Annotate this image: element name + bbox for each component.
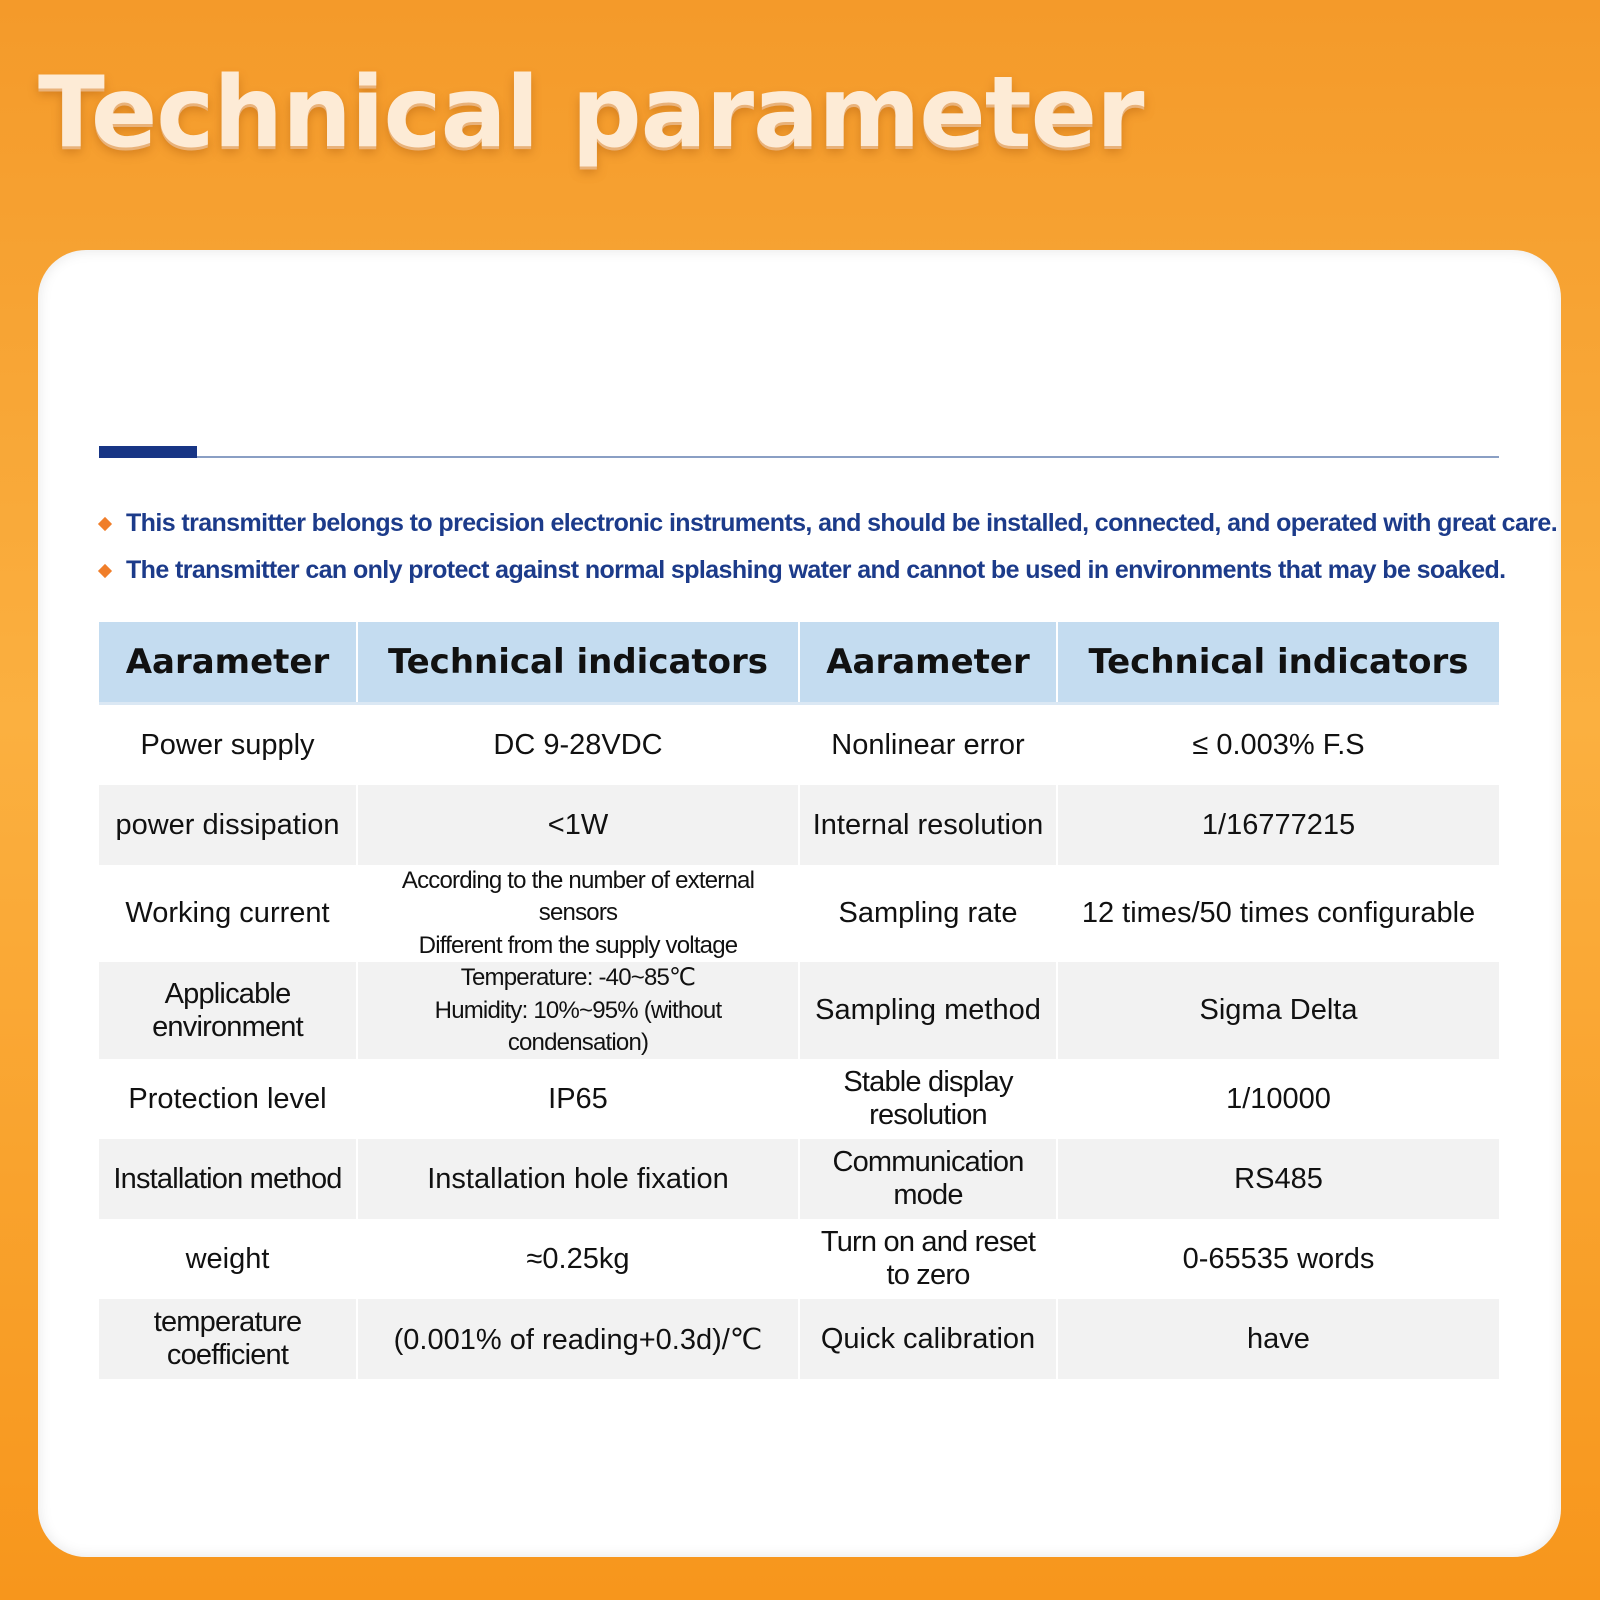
indicator-cell: RS485 bbox=[1057, 1139, 1499, 1219]
parameter-cell: Internal resolution bbox=[799, 785, 1057, 865]
parameter-cell: Protection level bbox=[99, 1059, 357, 1139]
parameter-cell: temperature coefficient bbox=[99, 1299, 357, 1379]
table-row bbox=[99, 962, 1499, 1059]
note-text: This transmitter belongs to precision electronic instruments, and should be installed, connected, and operated with great care. bbox=[126, 509, 1558, 537]
indicator-cell: DC 9-28VDC bbox=[357, 704, 799, 786]
parameters-table bbox=[99, 622, 1499, 1379]
parameter-cell: Power supply bbox=[99, 704, 357, 786]
parameter-cell: Installation method bbox=[99, 1139, 357, 1219]
table-row bbox=[99, 1059, 1499, 1139]
parameter-cell: Stable display resolution bbox=[799, 1059, 1057, 1139]
table-row bbox=[99, 704, 1499, 786]
parameter-cell: Applicable environment bbox=[99, 962, 357, 1059]
note-text: The transmitter can only protect against normal splashing water and cannot be used in environments that may be soaked. bbox=[126, 556, 1506, 584]
parameter-cell: Communication mode bbox=[799, 1139, 1057, 1219]
table-header-row bbox=[99, 622, 1499, 704]
diamond-bullet-icon bbox=[98, 516, 112, 530]
indicator-cell: 1/10000 bbox=[1057, 1059, 1499, 1139]
parameter-cell: Quick calibration bbox=[799, 1299, 1057, 1379]
indicator-cell: Sigma Delta bbox=[1057, 962, 1499, 1059]
indicator-cell: <1W bbox=[357, 785, 799, 865]
table-row bbox=[99, 1219, 1499, 1299]
table-row bbox=[99, 785, 1499, 865]
table-row bbox=[99, 865, 1499, 962]
indicator-cell: According to the number of external sensors Different from the supply voltage bbox=[357, 865, 799, 962]
parameter-cell: Sampling rate bbox=[799, 865, 1057, 962]
header-parameter: Aarameter bbox=[799, 622, 1057, 704]
note-item bbox=[96, 547, 1516, 594]
table-row bbox=[99, 1299, 1499, 1379]
indicator-cell: 0-65535 words bbox=[1057, 1219, 1499, 1299]
indicator-cell: IP65 bbox=[357, 1059, 799, 1139]
parameter-cell: weight bbox=[99, 1219, 357, 1299]
header-technical-indicators: Technical indicators bbox=[1057, 622, 1499, 704]
header-technical-indicators: Technical indicators bbox=[357, 622, 799, 704]
indicator-cell: ≈0.25kg bbox=[357, 1219, 799, 1299]
indicator-cell: (0.001% of reading+0.3d)/℃ bbox=[357, 1299, 799, 1379]
page-title: Technical parameter bbox=[38, 56, 1144, 170]
divider-accent bbox=[99, 446, 197, 458]
indicator-cell: Installation hole fixation bbox=[357, 1139, 799, 1219]
table-row bbox=[99, 1139, 1499, 1219]
diamond-bullet-icon bbox=[98, 563, 112, 577]
indicator-cell: have bbox=[1057, 1299, 1499, 1379]
divider-line bbox=[99, 456, 1499, 458]
indicator-cell: 12 times/50 times configurable bbox=[1057, 865, 1499, 962]
note-item bbox=[96, 500, 1558, 547]
header-parameter: Aarameter bbox=[99, 622, 357, 704]
indicator-cell: Temperature: -40~85℃ Humidity: 10%~95% (without condensation) bbox=[357, 962, 799, 1059]
indicator-cell: 1/16777215 bbox=[1057, 785, 1499, 865]
notes-list bbox=[96, 500, 1558, 594]
parameter-cell: Sampling method bbox=[799, 962, 1057, 1059]
parameter-cell: power dissipation bbox=[99, 785, 357, 865]
parameter-cell: Nonlinear error bbox=[799, 704, 1057, 786]
indicator-cell: ≤ 0.003% F.S bbox=[1057, 704, 1499, 786]
parameter-cell: Turn on and reset to zero bbox=[799, 1219, 1057, 1299]
parameter-cell: Working current bbox=[99, 865, 357, 962]
